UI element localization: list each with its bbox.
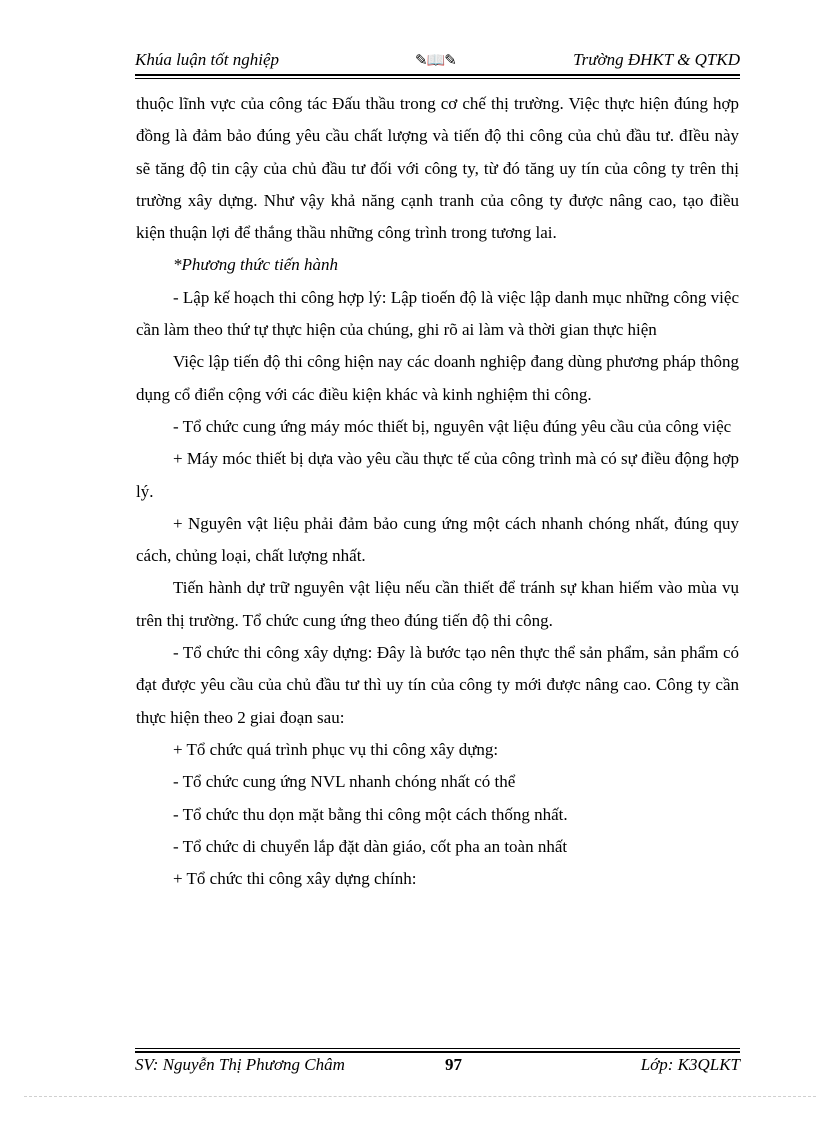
footer-class: Lớp: K3QLKT [640, 1055, 740, 1074]
page-footer [135, 1055, 740, 1077]
paragraph: - Lập kế hoạch thi công hợp lý: Lập tioến độ là việc lập danh mục những công việc cần làm theo thứ tự thực hiện của chúng, ghi rõ ai làm và thời gian thực hiện [136, 287, 739, 340]
footer-student-name: SV: Nguyễn Thị Phương Châm [135, 1055, 345, 1074]
paragraph: - Tổ chức di chuyển lắp đặt dàn giáo, cốt pha an toàn nhất [173, 836, 568, 856]
footer-rule-thick [135, 1051, 740, 1053]
book-ornament-icon: ✎📖✎ [415, 53, 456, 69]
section-heading: *Phương thức tiến hành [173, 255, 339, 275]
header-thesis-title: Khúa luận tốt nghiệp [135, 50, 280, 69]
header-rule-thin [135, 78, 740, 79]
paragraph: Tiến hành dự trữ nguyên vật liệu nếu cần thiết để tránh sự khan hiếm vào mùa vụ trên thị trường. Tổ chức cung ứng theo đúng tiến độ thi công. [136, 578, 739, 630]
page-edge-divider [24, 1096, 816, 1097]
paragraph: + Nguyên vật liệu phải đảm bảo cung ứng một cách nhanh chóng nhất, đúng quy cách, chủng loại, chất lượng nhất. [136, 513, 739, 566]
page-number: 97 [445, 1055, 462, 1074]
paragraph: + Máy móc thiết bị dựa vào yêu cầu thực tế của công trình mà có sự điều động hợp lý. [136, 449, 739, 501]
paragraph: + Tổ chức thi công xây dựng chính: [173, 869, 417, 889]
paragraph: - Tổ chức thi công xây dựng: Đây là bước tạo nên thực thể sản phẩm, sản phẩm có đạt được yêu cầu của chủ đầu tư thì uy tín của công ty mới được nâng cao. Công ty cần thực hiện theo 2 giai đoạn sau: [136, 643, 739, 727]
footer-rule-thin [135, 1048, 740, 1049]
paragraph: Việc lập tiến độ thi công hiện nay các doanh nghiệp đang dùng phương pháp thông dụng cổ điển cộng với các điều kiện khác và kinh nghiệm thi công. [136, 352, 739, 404]
paragraph: - Tổ chức thu dọn mặt bằng thi công một cách thống nhất. [173, 804, 568, 824]
paragraph: + Tổ chức quá trình phục vụ thi công xây dựng: [173, 739, 499, 759]
page-body [136, 88, 739, 895]
header-rule-thick [135, 74, 740, 76]
paragraph: - Tổ chức cung ứng máy móc thiết bị, nguyên vật liệu đúng yêu cầu của công việc [173, 416, 732, 436]
paragraph: - Tổ chức cung ứng NVL nhanh chóng nhất có thể [173, 772, 516, 792]
header-university: Trường ĐHKT & QTKD [573, 50, 740, 69]
paragraph: thuộc lĩnh vực của công tác Đấu thầu trong cơ chế thị trường. Việc thực hiện đúng hợp đồng là đảm bảo đúng yêu cầu chất lượng và tiến độ thi công của chủ đầu tư. đIều này sẽ tăng độ tin cậy của chủ đầu tư đối với công ty, từ đó tăng uy tín của công ty trên thị trường xây dựng. Như vậy khả năng cạnh tranh của công ty được nâng cao, tạo điều kiện thuận lợi để thắng thầu những công trình trong tương lai. [136, 94, 739, 243]
page-header [135, 50, 740, 72]
